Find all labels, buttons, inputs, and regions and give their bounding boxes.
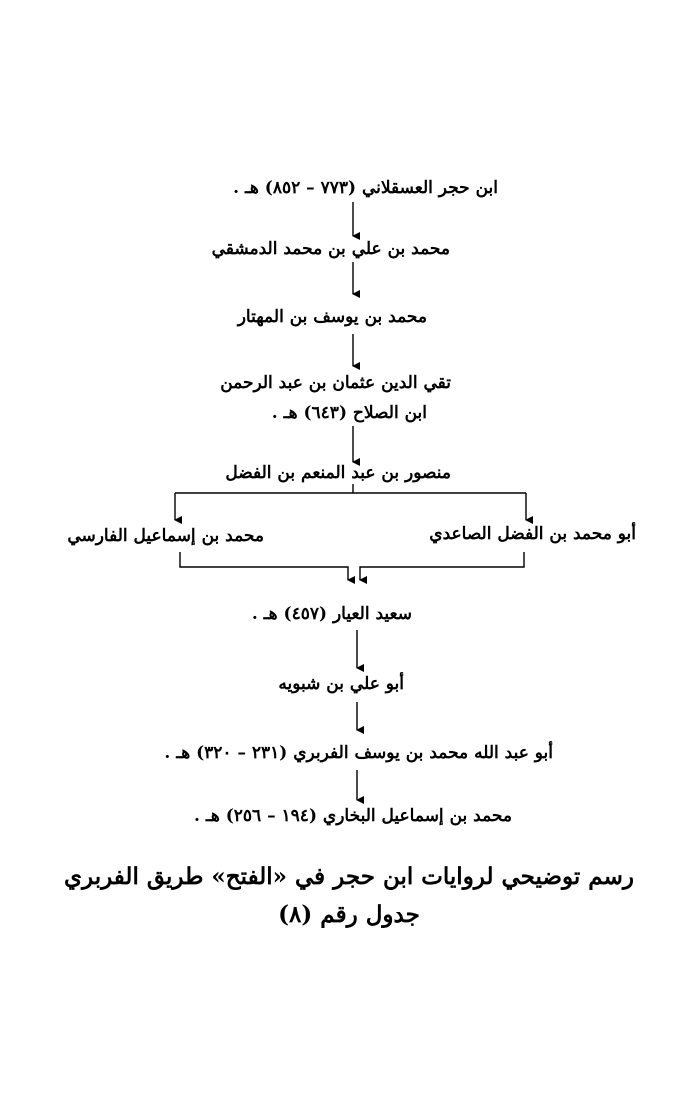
figure-caption: رسم توضيحي لروايات ابن حجر في «الفتح» طريق الفربري xyxy=(64,863,634,890)
node-mansur: منصور بن عبد المنعم بن الفضل xyxy=(225,463,451,483)
node-abu-ali-shabbuyah: أبو علي بن شبويه xyxy=(278,674,404,694)
merge-left xyxy=(180,552,348,580)
node-ibn-hajar: ابن حجر العسقلاني (٧٧٣ – ٨٥٢) هـ . xyxy=(233,178,498,198)
table-number: جدول رقم (٨) xyxy=(278,901,420,928)
node-firabri: أبو عبد الله محمد بن يوسف الفربري (٢٣١ – ٣٢٠) هـ . xyxy=(164,743,553,763)
node-ibn-salah: ابن الصلاح (٦٤٣) هـ . xyxy=(271,403,427,423)
node-bukhari: محمد بن إسماعيل البخاري (١٩٤ – ٢٥٦) هـ . xyxy=(194,806,512,826)
node-taqi-uthman: تقي الدين عثمان بن عبد الرحمن xyxy=(220,373,451,393)
node-said-ayyar: سعيد العيار (٤٥٧) هـ . xyxy=(251,604,412,624)
node-abu-muhammad-saidi: أبو محمد بن الفضل الصاعدي xyxy=(429,524,636,544)
merge-right xyxy=(360,552,524,580)
node-muhammad-farisi: محمد بن إسماعيل الفارسي xyxy=(67,526,264,546)
node-muhammad-dimashqi: محمد بن علي بن محمد الدمشقي xyxy=(211,239,450,259)
node-muhammad-muhtar: محمد بن يوسف بن المهتار xyxy=(237,307,427,327)
